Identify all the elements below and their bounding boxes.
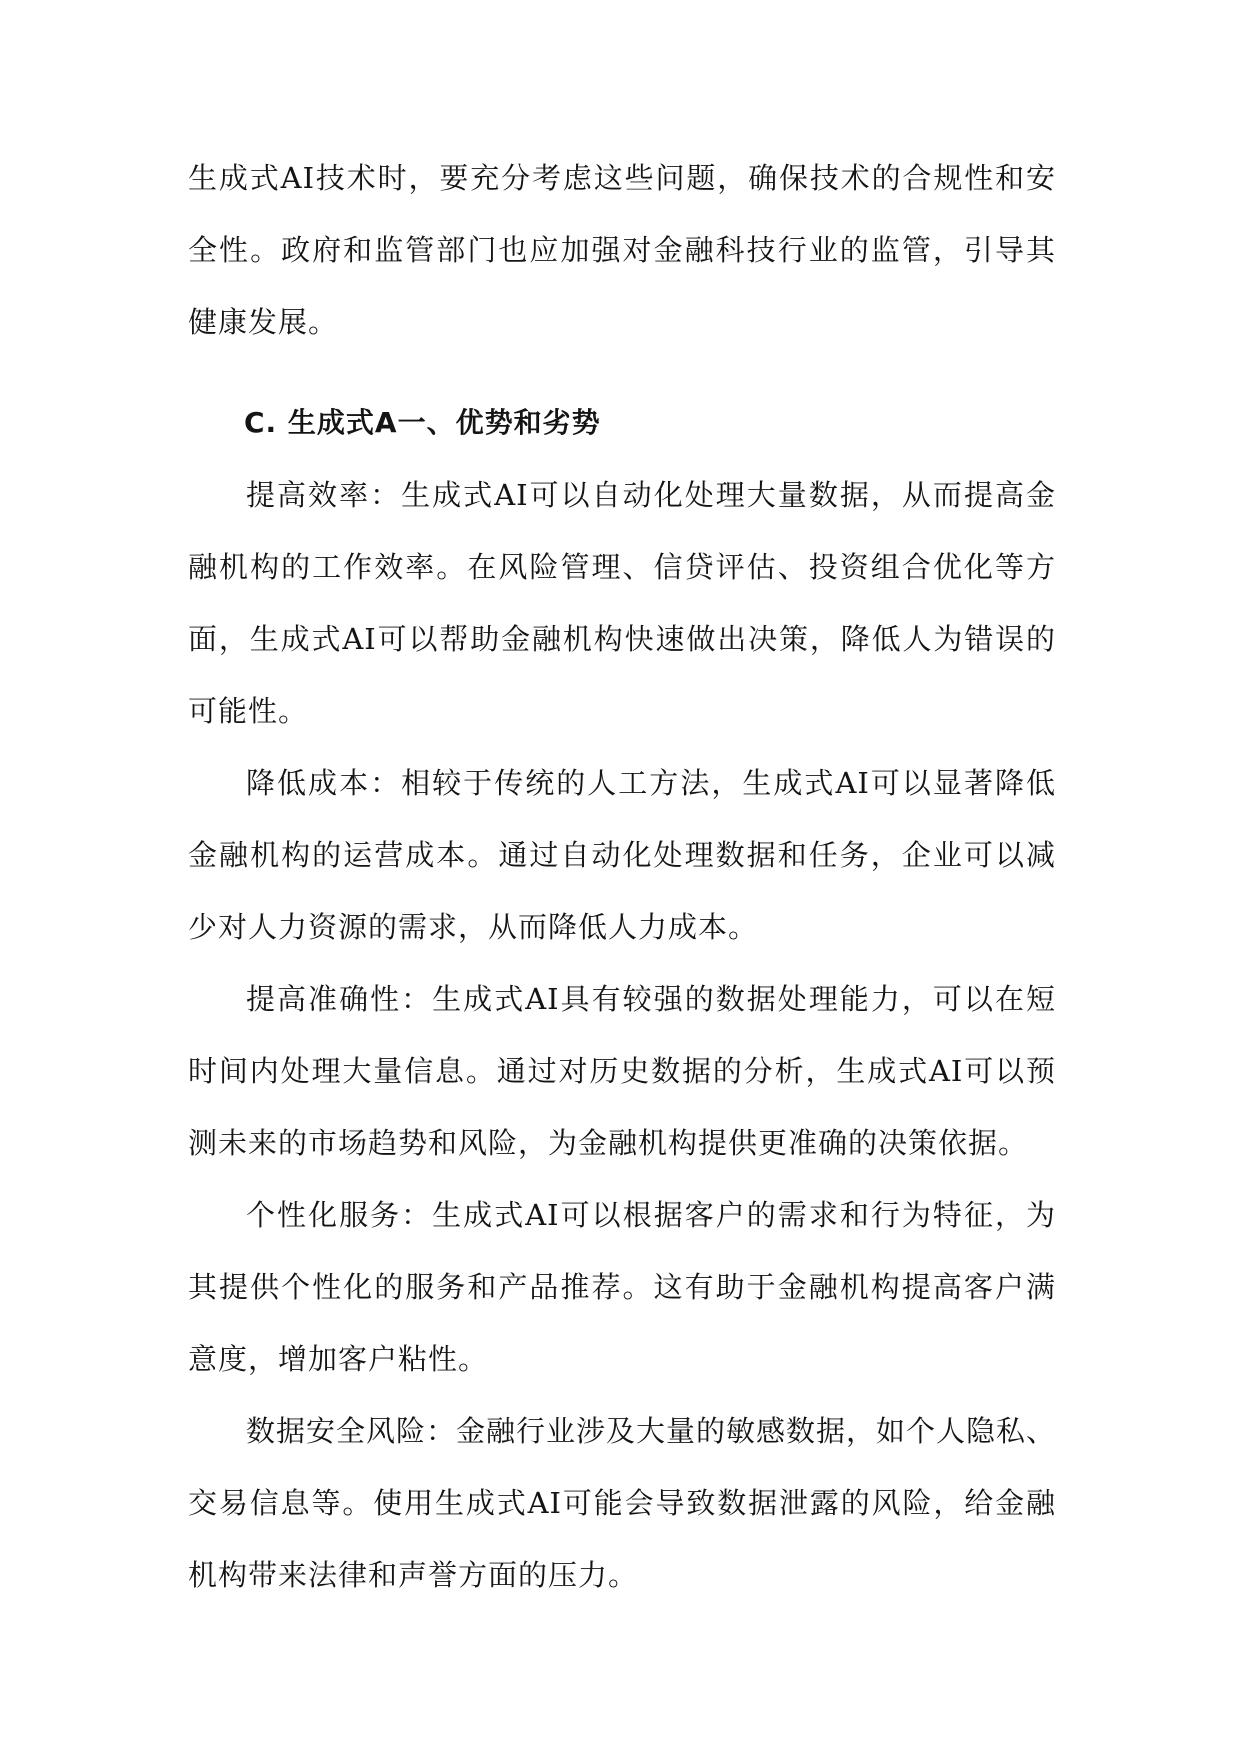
paragraph-accuracy: 提高准确性：生成式AI具有较强的数据处理能力，可以在短时间内处理大量信息。通过对历史数据的分析，生成式AI可以预测未来的市场趋势和风险，为金融机构提供更准确的决策依据。 bbox=[188, 982, 1056, 1160]
paragraph-cost: 降低成本：相较于传统的人工方法，生成式AI可以显著降低金融机构的运营成本。通过自动化处理数据和任务，企业可以减少对人力资源的需求，从而降低人力成本。 bbox=[188, 766, 1056, 944]
section-spacer bbox=[188, 358, 1056, 387]
paragraph-personalization: 个性化服务：生成式AI可以根据客户的需求和行为特征，为其提供个性化的服务和产品推荐。这有助于金融机构提高客户满意度，增加客户粘性。 bbox=[188, 1198, 1056, 1376]
paragraph-efficiency: 提高效率：生成式AI可以自动化处理大量数据，从而提高金融机构的工作效率。在风险管理、信贷评估、投资组合优化等方面，生成式AI可以帮助金融机构快速做出决策，降低人为错误的可能性。 bbox=[188, 478, 1056, 728]
section-heading: C. 生成式A一、优势和劣势 bbox=[244, 406, 601, 439]
document-body bbox=[188, 142, 1056, 1611]
continuation-paragraph: 生成式AI技术时，要充分考虑这些问题，确保技术的合规性和安全性。政府和监管部门也应加强对金融科技行业的监管，引导其健康发展。 bbox=[188, 161, 1056, 339]
paragraph-data-security: 数据安全风险：金融行业涉及大量的敏感数据，如个人隐私、交易信息等。使用生成式AI可能会导致数据泄露的风险，给金融机构带来法律和声誉方面的压力。 bbox=[188, 1414, 1057, 1592]
